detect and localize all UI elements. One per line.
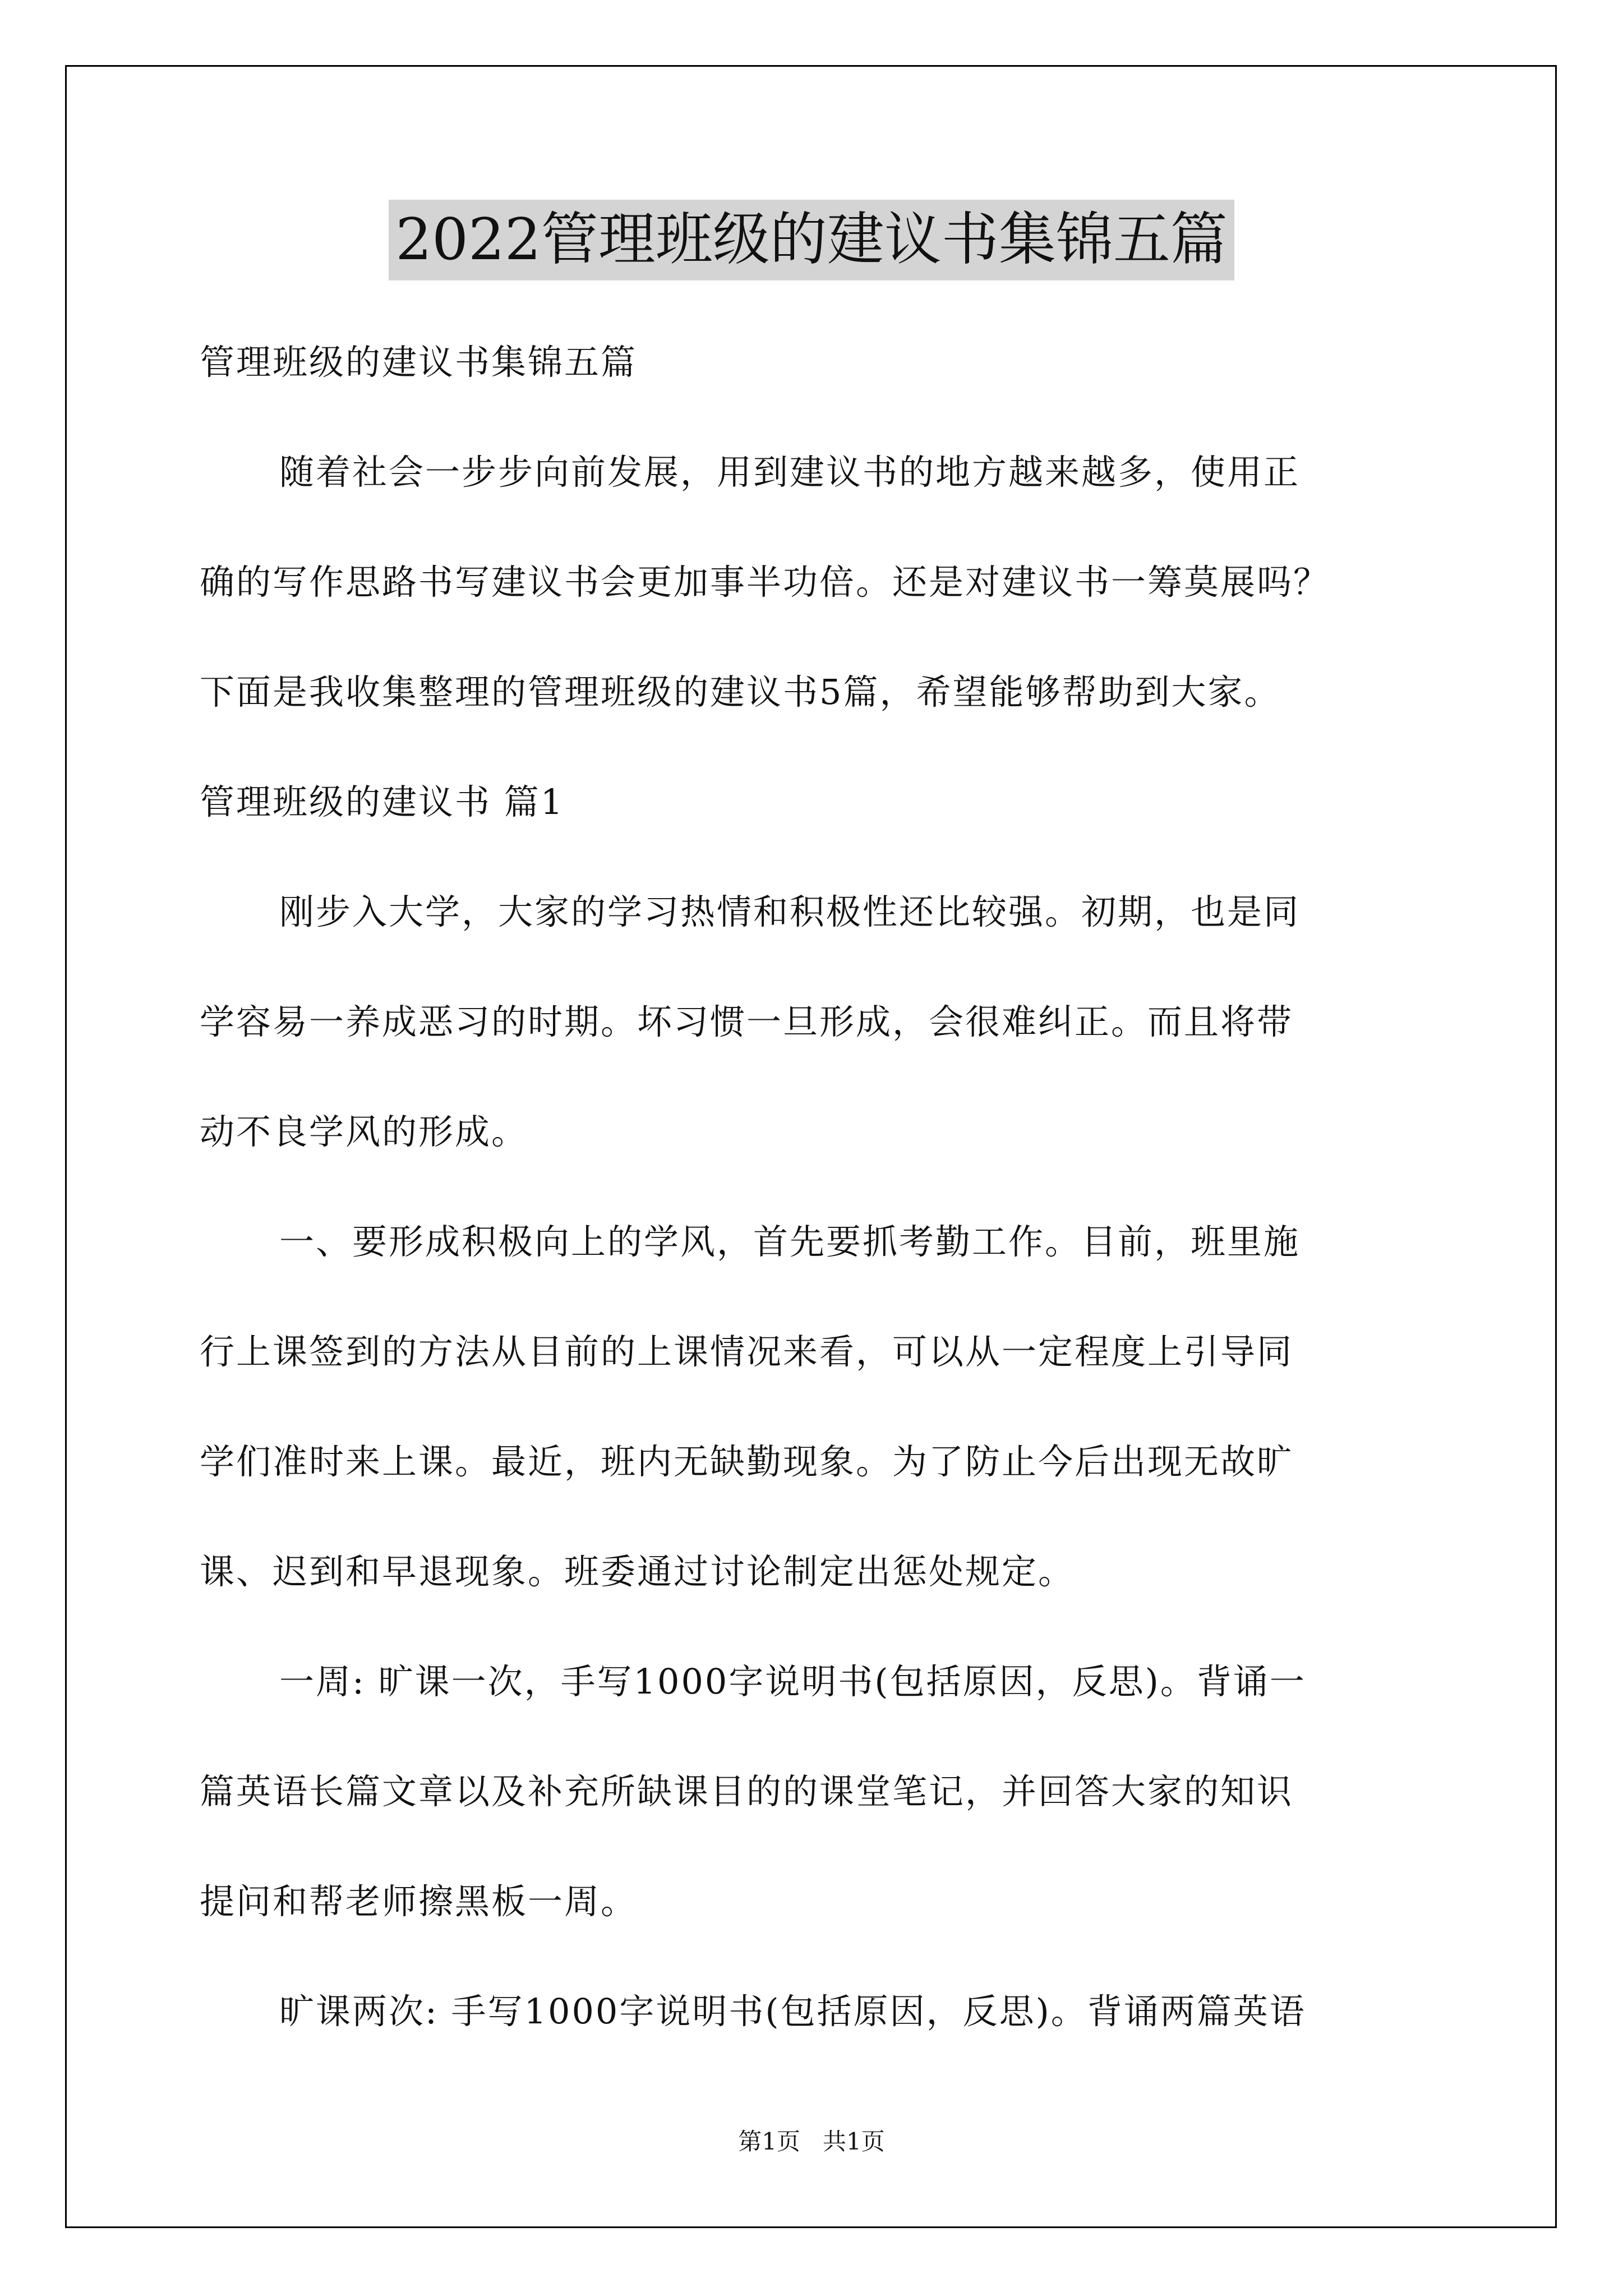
- text-line: 行上课签到的方法从目前的上课情况来看，可以从一定程度上引导同: [200, 1331, 1294, 1372]
- text-line: 学容易一养成恶习的时期。坏习惯一旦形成，会很难纠正。而且将带: [200, 1001, 1294, 1042]
- document-title: 2022管理班级的建议书集锦五篇: [389, 200, 1234, 280]
- title-container: [0, 200, 1623, 280]
- text-line: 一周: 旷课一次，手写1000字说明书(包括原因，反思)。背诵一: [279, 1661, 1306, 1702]
- text-line: 管理班级的建议书 篇1: [200, 781, 565, 822]
- text-line: 动不良学风的形成。: [200, 1111, 528, 1152]
- text-line: 确的写作思路书写建议书会更加事半功倍。还是对建议书一筹莫展吗？: [200, 562, 1330, 602]
- text-line: 提问和帮老师擦黑板一周。: [200, 1881, 638, 1922]
- text-line: 旷课两次: 手写1000字说明书(包括原因，反思)。背诵两篇英语: [279, 1991, 1306, 2032]
- document-body: [200, 307, 1433, 2067]
- text-line: 管理班级的建议书集锦五篇: [200, 342, 638, 383]
- text-line: 刚步入大学，大家的学习热情和积极性还比较强。初期，也是同: [279, 891, 1301, 932]
- text-line: 课、迟到和早退现象。班委通过讨论制定出惩处规定。: [200, 1551, 1075, 1592]
- text-line: 篇英语长篇文章以及补充所缺课目的的课堂笔记，并回答大家的知识: [200, 1771, 1294, 1812]
- text-line: 下面是我收集整理的管理班级的建议书5篇，希望能够帮助到大家。: [200, 671, 1281, 712]
- text-line: 学们准时来上课。最近，班内无缺勤现象。为了防止今后出现无故旷: [200, 1441, 1294, 1482]
- page-footer: 第1页 共1页: [738, 2128, 885, 2155]
- text-line: 随着社会一步步向前发展，用到建议书的地方越来越多，使用正: [279, 452, 1301, 493]
- text-line: 一、要形成积极向上的学风，首先要抓考勤工作。目前，班里施: [279, 1221, 1301, 1262]
